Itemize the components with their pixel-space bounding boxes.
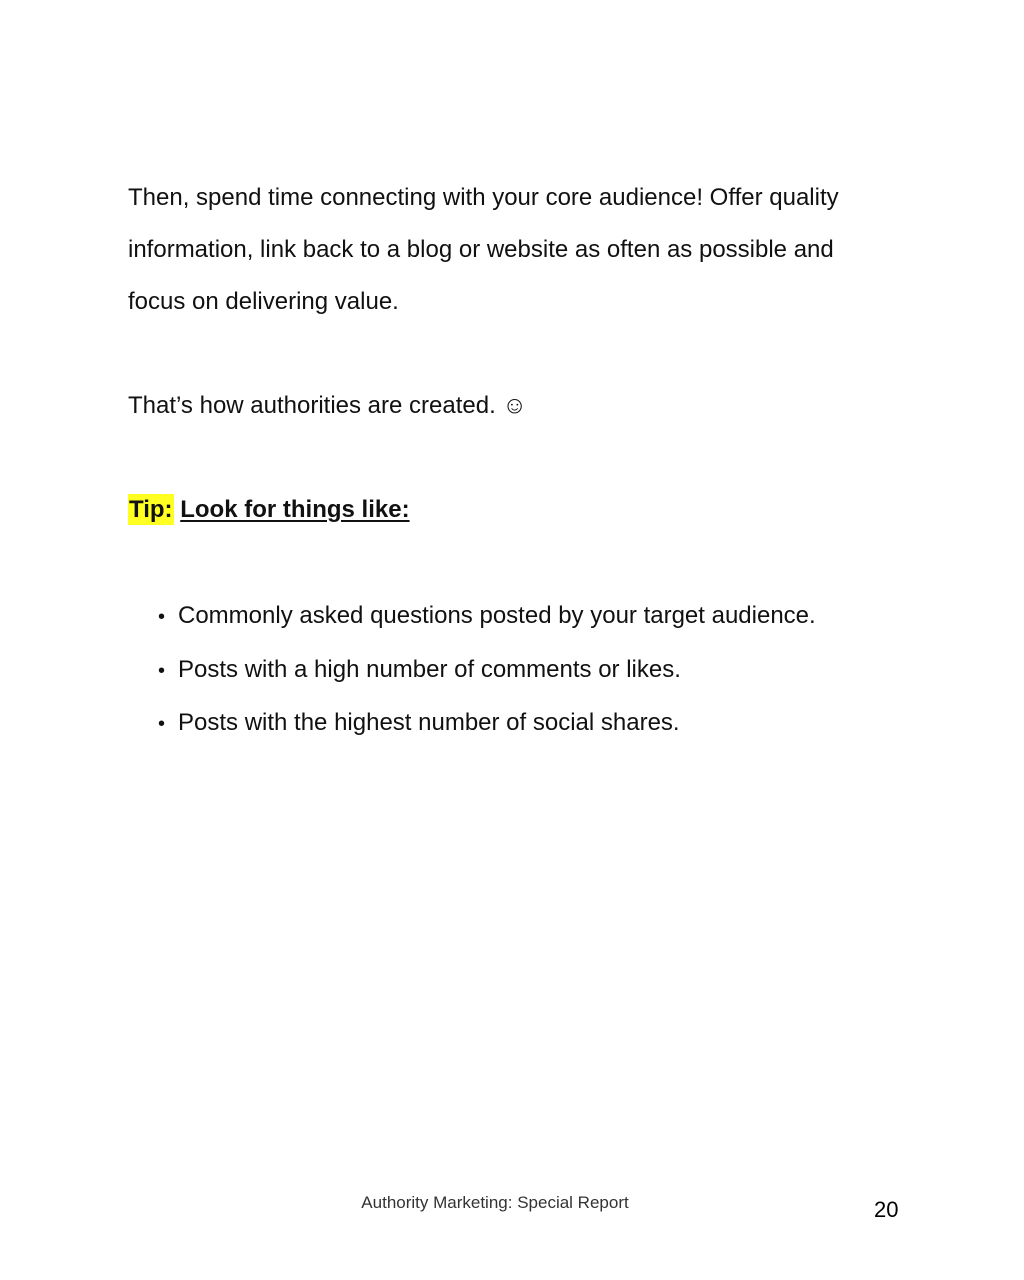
bullet-item	[158, 590, 938, 644]
footer-title: Authority Marketing: Special Report	[361, 1193, 629, 1212]
bullet-item	[158, 697, 938, 751]
bullet-text: Posts with the highest number of social shares.	[178, 709, 680, 736]
page-number: 20	[874, 1197, 899, 1222]
bullet-icon: •	[158, 659, 166, 682]
bullet-icon: •	[158, 713, 166, 735]
bullet-icon: •	[158, 606, 166, 628]
tip-line	[128, 484, 410, 536]
bullet-item	[158, 644, 938, 698]
body-paragraph-1: Then, spend time connecting with your core audience! Offer quality information, link back to a blog or website as often as possible and focus on delivering value.	[128, 184, 839, 315]
tip-heading: Look for things like:	[180, 496, 410, 523]
tip-label: Tip:	[129, 496, 173, 523]
body-paragraph-2: That’s how authorities are created. ☺	[128, 392, 527, 419]
bullet-list	[158, 590, 938, 751]
bullet-text: Commonly asked questions posted by your target audience.	[178, 602, 816, 629]
bullet-text: Posts with a high number of comments or likes.	[178, 655, 681, 683]
